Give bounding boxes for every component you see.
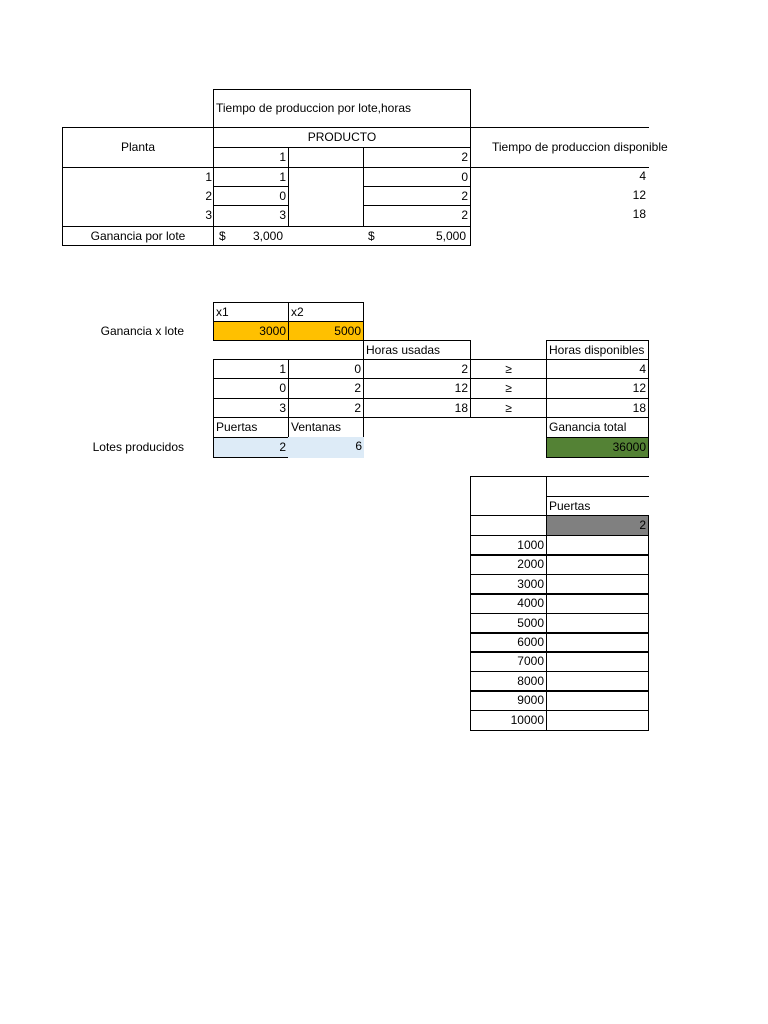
currency-symbol: $ (219, 229, 226, 243)
horas-disponibles-header[interactable]: Horas disponibles (546, 340, 649, 360)
sensitivity-row-label[interactable]: 3000 (470, 574, 547, 595)
constraint-2-used[interactable]: 12 (363, 378, 471, 399)
sensitivity-header-top (546, 476, 649, 497)
planta-1: 1 (205, 170, 212, 184)
sensitivity-blank-cell[interactable] (470, 515, 547, 536)
ganancia-x1-cell[interactable]: 3000 (213, 321, 289, 341)
sensitivity-row-value[interactable] (546, 671, 649, 692)
planta-2: 2 (205, 189, 212, 203)
ganancia-1-amount: 3,000 (252, 229, 283, 243)
constraint-3-sign[interactable]: ≥ (470, 398, 547, 418)
constraint-2-a1[interactable]: 0 (213, 378, 289, 399)
ganancia-2-cell (363, 226, 471, 246)
disp-row1: 4 (639, 169, 646, 183)
ganancia-x-lote-label: Ganancia x lote (100, 324, 184, 338)
sensitivity-row-value[interactable] (546, 535, 649, 556)
sensitivity-row-label[interactable]: 9000 (470, 690, 547, 711)
p2-row3: 2 (363, 205, 471, 227)
ganancia-spacer (288, 226, 364, 246)
horas-usadas-header[interactable]: Horas usadas (363, 340, 471, 360)
constraint-3-a1[interactable]: 3 (213, 398, 289, 418)
disp-row2: 12 (632, 188, 646, 202)
table-title: Tiempo de produccion por lote,horas (213, 89, 471, 128)
ganancia-total-cell[interactable]: 36000 (546, 437, 649, 458)
ventanas-label[interactable]: Ventanas (288, 417, 364, 438)
constraint-3-avail[interactable]: 18 (546, 398, 649, 418)
sensitivity-row-value[interactable] (546, 651, 649, 672)
lotes-producidos-label: Lotes producidos (92, 440, 184, 454)
ganancia-x2-cell[interactable]: 5000 (288, 321, 364, 341)
constraint-1-sign[interactable]: ≥ (470, 359, 547, 379)
p1-row3: 3 (213, 205, 289, 227)
sensitivity-corner (470, 476, 547, 516)
sensitivity-row-value[interactable] (546, 593, 649, 614)
constraint-2-avail[interactable]: 12 (546, 378, 649, 399)
lotes-puertas-cell[interactable]: 2 (213, 437, 289, 458)
constraint-3-used[interactable]: 18 (363, 398, 471, 418)
constraint-2-a2[interactable]: 2 (288, 378, 364, 399)
sensitivity-row-label[interactable]: 6000 (470, 632, 547, 653)
sensitivity-first-value[interactable]: 2 (546, 515, 649, 536)
sensitivity-row-label[interactable]: 7000 (470, 651, 547, 672)
x2-label[interactable]: x2 (288, 302, 364, 322)
currency-symbol: $ (368, 229, 375, 243)
planta-header: Planta (62, 127, 214, 168)
constraint-1-a1[interactable]: 1 (213, 359, 289, 379)
sensitivity-row-label[interactable]: 1000 (470, 535, 547, 556)
p1-row2: 0 (213, 186, 289, 206)
sensitivity-row-label[interactable]: 8000 (470, 671, 547, 692)
ganancia-1-cell (213, 226, 289, 246)
p2-row1: 0 (363, 167, 471, 187)
sensitivity-row-label[interactable]: 10000 (470, 710, 547, 731)
sensitivity-row-value[interactable] (546, 574, 649, 595)
p1-row1: 1 (213, 167, 289, 187)
planta-3: 3 (205, 208, 212, 222)
constraint-2-sign[interactable]: ≥ (470, 378, 547, 399)
sensitivity-row-label[interactable]: 2000 (470, 554, 547, 575)
producto-1-header: 1 (213, 147, 289, 168)
p2-row2: 2 (363, 186, 471, 206)
sensitivity-row-value[interactable] (546, 632, 649, 653)
sensitivity-puertas-header[interactable]: Puertas (546, 496, 649, 517)
constraint-3-a2[interactable]: 2 (288, 398, 364, 418)
puertas-label[interactable]: Puertas (213, 417, 289, 438)
constraint-1-a2[interactable]: 0 (288, 359, 364, 379)
constraint-1-avail[interactable]: 4 (546, 359, 649, 379)
sensitivity-row-value[interactable] (546, 613, 649, 634)
tiempo-disponible-header: Tiempo de produccion disponible (470, 127, 649, 168)
ganancia-2-amount: 5,000 (435, 229, 466, 243)
disp-row3: 18 (632, 207, 646, 221)
sensitivity-row-value[interactable] (546, 554, 649, 575)
sensitivity-row-value[interactable] (546, 710, 649, 731)
lotes-ventanas-cell[interactable]: 6 (288, 437, 364, 458)
producto-2-header: 2 (363, 147, 471, 168)
ganancia-total-label[interactable]: Ganancia total (546, 417, 649, 438)
sensitivity-row-label[interactable]: 4000 (470, 593, 547, 614)
constraint-1-used[interactable]: 2 (363, 359, 471, 379)
sensitivity-row-value[interactable] (546, 690, 649, 711)
producto-spacer (288, 147, 364, 168)
x1-label[interactable]: x1 (213, 302, 289, 322)
producto-header: PRODUCTO (213, 127, 471, 148)
sensitivity-row-label[interactable]: 5000 (470, 613, 547, 634)
ganancia-por-lote-label: Ganancia por lote (62, 226, 214, 246)
